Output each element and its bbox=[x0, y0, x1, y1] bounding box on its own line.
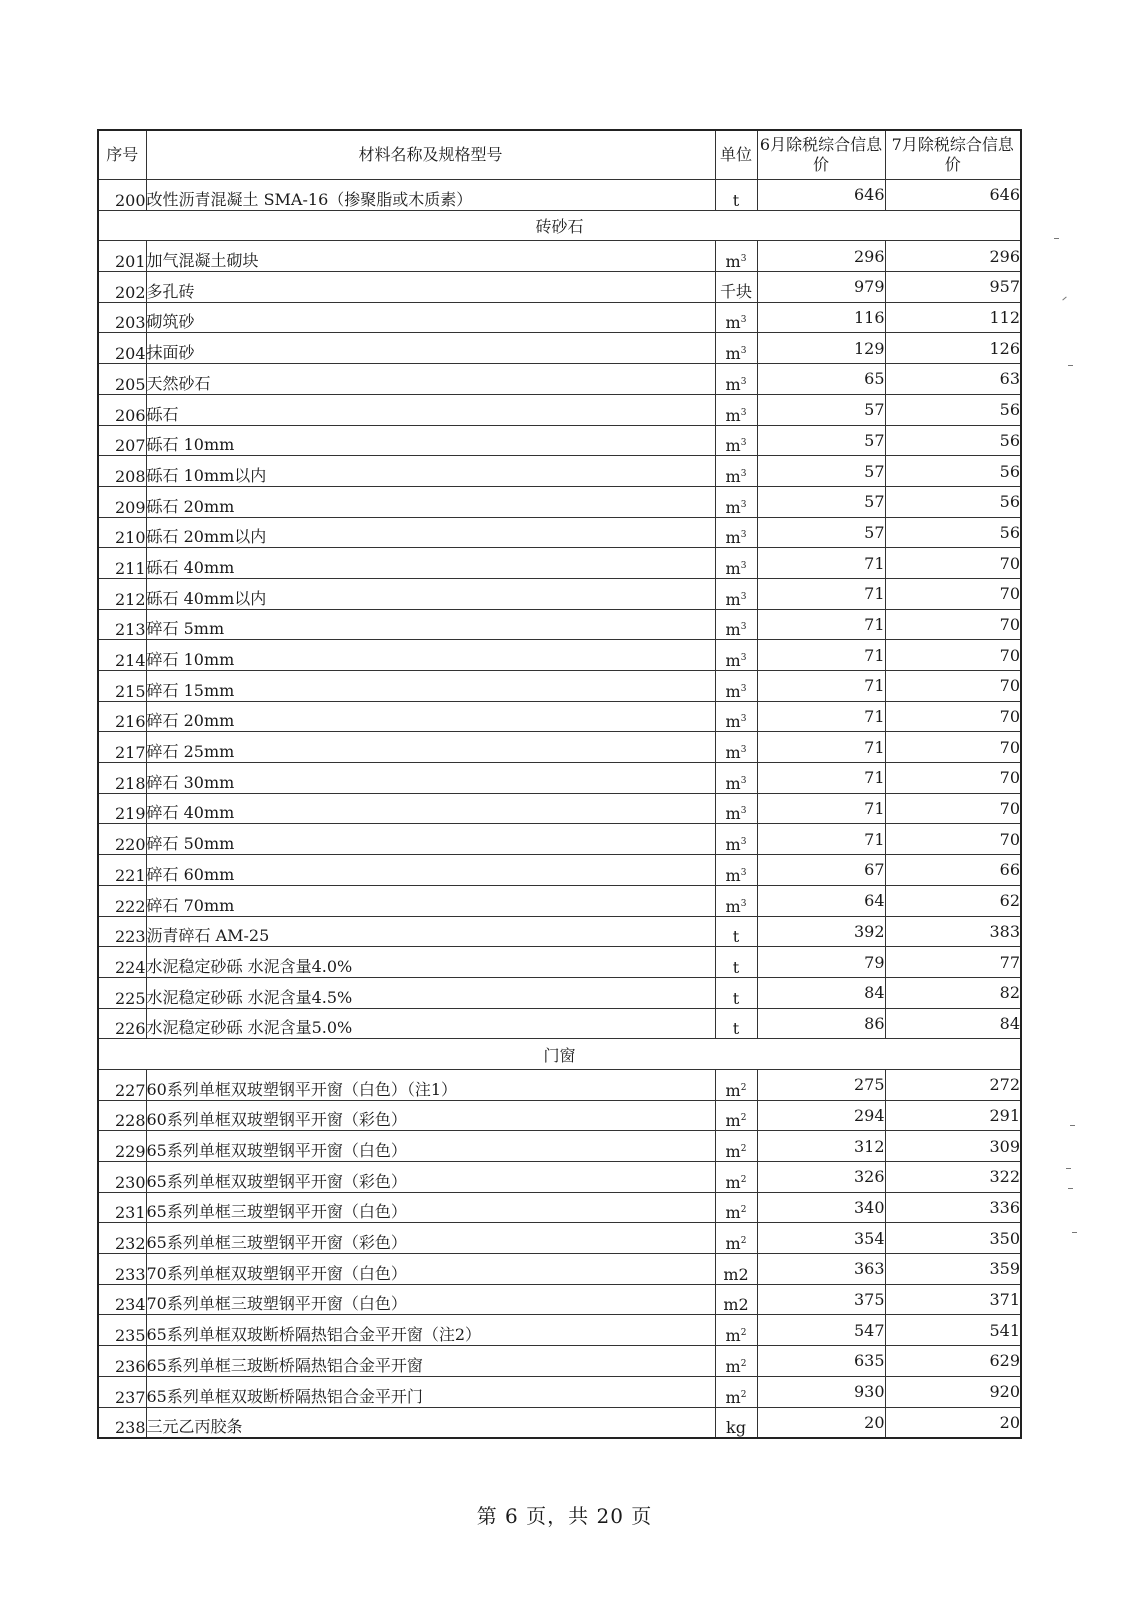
unit-exponent: 3 bbox=[740, 468, 747, 479]
scan-mark bbox=[1072, 1232, 1077, 1233]
june-price: 64 bbox=[757, 885, 885, 916]
july-price: 957 bbox=[885, 272, 1021, 303]
row-index: 228 bbox=[98, 1100, 146, 1131]
material-name: 沥青碎石 AM-25 bbox=[146, 916, 715, 947]
june-price: 57 bbox=[757, 517, 885, 548]
unit-cell: $m^3$ bbox=[715, 640, 757, 671]
table-row bbox=[98, 1100, 1021, 1131]
june-price: 71 bbox=[757, 763, 885, 794]
table-row bbox=[98, 1223, 1021, 1254]
row-index: 218 bbox=[98, 763, 146, 794]
table-row bbox=[98, 916, 1021, 947]
table-row bbox=[98, 732, 1021, 763]
material-name: 抹面砂 bbox=[146, 333, 715, 364]
material-name: 碎石 20mm bbox=[146, 701, 715, 732]
july-price: 112 bbox=[885, 302, 1021, 333]
july-price: 646 bbox=[885, 180, 1021, 211]
july-price: 56 bbox=[885, 456, 1021, 487]
unit-cell: $m^3$ bbox=[715, 885, 757, 916]
july-price: 629 bbox=[885, 1346, 1021, 1377]
unit-exponent: 2 bbox=[740, 1236, 747, 1247]
unit-cell: $m^3$ bbox=[715, 609, 757, 640]
july-price: 70 bbox=[885, 671, 1021, 702]
july-price: 383 bbox=[885, 916, 1021, 947]
table-row bbox=[98, 1192, 1021, 1223]
june-price: 71 bbox=[757, 732, 885, 763]
unit-exponent: 2 bbox=[740, 1113, 747, 1124]
table-row bbox=[98, 977, 1021, 1008]
row-index: 210 bbox=[98, 517, 146, 548]
july-price: 66 bbox=[885, 855, 1021, 886]
table-row bbox=[98, 701, 1021, 732]
scan-mark bbox=[1062, 297, 1066, 301]
material-name: 碎石 50mm bbox=[146, 824, 715, 855]
row-index: 208 bbox=[98, 456, 146, 487]
table-row bbox=[98, 855, 1021, 886]
june-price: 65 bbox=[757, 364, 885, 395]
table-row bbox=[98, 793, 1021, 824]
june-price: 129 bbox=[757, 333, 885, 364]
june-price: 312 bbox=[757, 1131, 885, 1162]
unit-exponent: 2 bbox=[740, 1144, 747, 1154]
july-price: 70 bbox=[885, 732, 1021, 763]
material-name: 砾石 40mm bbox=[146, 548, 715, 579]
july-price: 77 bbox=[885, 947, 1021, 978]
june-price: 340 bbox=[757, 1192, 885, 1223]
row-index: 229 bbox=[98, 1131, 146, 1162]
unit-exponent: 3 bbox=[740, 254, 747, 265]
unit-exponent: 3 bbox=[740, 315, 747, 326]
row-index: 207 bbox=[98, 425, 146, 456]
unit-exponent: 3 bbox=[740, 775, 747, 786]
july-price: 272 bbox=[885, 1069, 1021, 1100]
july-price: 56 bbox=[885, 425, 1021, 456]
material-name: 65系列单框三玻断桥隔热铝合金平开窗 bbox=[146, 1346, 715, 1377]
row-index: 211 bbox=[98, 548, 146, 579]
material-name: 碎石 15mm bbox=[146, 671, 715, 702]
unit-cell: m2 bbox=[715, 1254, 757, 1285]
table-row bbox=[98, 486, 1021, 517]
row-index: 235 bbox=[98, 1315, 146, 1346]
unit-cell: $m^2$ bbox=[715, 1346, 757, 1377]
material-name: 70系列单框三玻塑钢平开窗（白色） bbox=[146, 1284, 715, 1315]
june-price: 363 bbox=[757, 1254, 885, 1285]
page-number-footer: 第 6 页，共 20 页 bbox=[476, 1504, 653, 1528]
june-price: 71 bbox=[757, 671, 885, 702]
unit-exponent: 2 bbox=[740, 1328, 747, 1339]
row-index: 206 bbox=[98, 394, 146, 425]
material-name: 65系列单框三玻塑钢平开窗（白色） bbox=[146, 1192, 715, 1223]
unit-exponent: 3 bbox=[740, 438, 747, 449]
price-table bbox=[97, 129, 1022, 1439]
unit-cell: $m^2$ bbox=[715, 1223, 757, 1254]
unit-cell: kg bbox=[715, 1407, 757, 1438]
unit-cell: $m^3$ bbox=[715, 855, 757, 886]
unit-exponent: 2 bbox=[740, 1205, 747, 1216]
header-material-name: 材料名称及规格型号 bbox=[146, 130, 715, 180]
july-price: 56 bbox=[885, 394, 1021, 425]
row-index: 233 bbox=[98, 1254, 146, 1285]
june-price: 116 bbox=[757, 302, 885, 333]
june-price: 294 bbox=[757, 1100, 885, 1131]
unit-cell: m2 bbox=[715, 1284, 757, 1315]
june-price: 979 bbox=[757, 272, 885, 303]
unit-cell: $m^3$ bbox=[715, 793, 757, 824]
scan-mark bbox=[1054, 238, 1059, 239]
unit-exponent: 3 bbox=[740, 837, 747, 848]
july-price: 322 bbox=[885, 1162, 1021, 1193]
june-price: 67 bbox=[757, 855, 885, 886]
july-price: 56 bbox=[885, 517, 1021, 548]
material-name: 砾石 40mm以内 bbox=[146, 578, 715, 609]
july-price: 70 bbox=[885, 609, 1021, 640]
july-price: 63 bbox=[885, 364, 1021, 395]
july-price: 70 bbox=[885, 793, 1021, 824]
table-row bbox=[98, 333, 1021, 364]
july-price: 82 bbox=[885, 977, 1021, 1008]
table-body bbox=[98, 180, 1021, 1438]
row-index: 237 bbox=[98, 1376, 146, 1407]
material-name: 水泥稳定砂砾 水泥含量4.0% bbox=[146, 947, 715, 978]
unit-cell: $m^2$ bbox=[715, 1192, 757, 1223]
material-name: 碎石 70mm bbox=[146, 885, 715, 916]
table-row bbox=[98, 1284, 1021, 1315]
row-index: 226 bbox=[98, 1008, 146, 1039]
unit-cell: $m^3$ bbox=[715, 548, 757, 579]
june-price: 71 bbox=[757, 609, 885, 640]
table-row bbox=[98, 425, 1021, 456]
july-price: 70 bbox=[885, 548, 1021, 579]
july-price: 350 bbox=[885, 1223, 1021, 1254]
june-price: 71 bbox=[757, 578, 885, 609]
july-price: 336 bbox=[885, 1192, 1021, 1223]
material-name: 加气混凝土砌块 bbox=[146, 241, 715, 272]
unit-exponent: 2 bbox=[740, 1082, 747, 1093]
row-index: 202 bbox=[98, 272, 146, 303]
unit-exponent: 3 bbox=[740, 530, 747, 541]
row-index: 217 bbox=[98, 732, 146, 763]
material-name: 碎石 40mm bbox=[146, 793, 715, 824]
material-name: 砌筑砂 bbox=[146, 302, 715, 333]
table-row bbox=[98, 364, 1021, 395]
table-row bbox=[98, 241, 1021, 272]
row-index: 213 bbox=[98, 609, 146, 640]
june-price: 57 bbox=[757, 456, 885, 487]
july-price: 70 bbox=[885, 640, 1021, 671]
unit-exponent: 2 bbox=[740, 1358, 747, 1369]
material-name: 60系列单框双玻塑钢平开窗（白色）（注1） bbox=[146, 1069, 715, 1100]
material-name: 60系列单框双玻塑钢平开窗（彩色） bbox=[146, 1100, 715, 1131]
row-index: 214 bbox=[98, 640, 146, 671]
table-row bbox=[98, 885, 1021, 916]
table-row bbox=[98, 763, 1021, 794]
june-price: 646 bbox=[757, 180, 885, 211]
material-name: 碎石 10mm bbox=[146, 640, 715, 671]
row-index: 225 bbox=[98, 977, 146, 1008]
material-name: 65系列单框双玻断桥隔热铝合金平开窗（注2） bbox=[146, 1315, 715, 1346]
table-row bbox=[98, 1254, 1021, 1285]
unit-cell: $m^3$ bbox=[715, 763, 757, 794]
june-price: 930 bbox=[757, 1376, 885, 1407]
material-name: 改性沥青混凝土 SMA-16（掺聚脂或木质素） bbox=[146, 180, 715, 211]
row-index: 231 bbox=[98, 1192, 146, 1223]
unit-exponent: 3 bbox=[740, 653, 747, 663]
unit-cell: t bbox=[715, 947, 757, 978]
material-name: 70系列单框双玻塑钢平开窗（白色） bbox=[146, 1254, 715, 1285]
unit-cell: $m^3$ bbox=[715, 456, 757, 487]
table-header-row bbox=[98, 130, 1021, 180]
june-price: 547 bbox=[757, 1315, 885, 1346]
material-name: 三元乙丙胶条 bbox=[146, 1407, 715, 1438]
june-price: 635 bbox=[757, 1346, 885, 1377]
table-row bbox=[98, 1008, 1021, 1039]
june-price: 71 bbox=[757, 701, 885, 732]
material-name: 砾石 20mm bbox=[146, 486, 715, 517]
unit-exponent: 3 bbox=[740, 346, 747, 357]
unit-cell: $m^3$ bbox=[715, 394, 757, 425]
scan-mark bbox=[1068, 1188, 1073, 1189]
section-row bbox=[98, 1039, 1021, 1070]
row-index: 230 bbox=[98, 1162, 146, 1193]
row-index: 215 bbox=[98, 671, 146, 702]
june-price: 392 bbox=[757, 916, 885, 947]
unit-cell: $m^3$ bbox=[715, 364, 757, 395]
unit-cell: $m^3$ bbox=[715, 671, 757, 702]
july-price: 70 bbox=[885, 824, 1021, 855]
july-price: 291 bbox=[885, 1100, 1021, 1131]
header-index: 序号 bbox=[98, 130, 146, 180]
july-price: 296 bbox=[885, 241, 1021, 272]
table-row bbox=[98, 1346, 1021, 1377]
material-name: 砾石 10mm bbox=[146, 425, 715, 456]
table-row bbox=[98, 456, 1021, 487]
row-index: 200 bbox=[98, 180, 146, 211]
unit-cell: $m^3$ bbox=[715, 425, 757, 456]
row-index: 234 bbox=[98, 1284, 146, 1315]
unit-exponent: 3 bbox=[740, 898, 747, 909]
july-price: 70 bbox=[885, 701, 1021, 732]
july-price: 62 bbox=[885, 885, 1021, 916]
material-name: 65系列单框双玻断桥隔热铝合金平开门 bbox=[146, 1376, 715, 1407]
row-index: 238 bbox=[98, 1407, 146, 1438]
material-name: 碎石 30mm bbox=[146, 763, 715, 794]
row-index: 232 bbox=[98, 1223, 146, 1254]
section-row bbox=[98, 210, 1021, 241]
june-price: 57 bbox=[757, 394, 885, 425]
row-index: 220 bbox=[98, 824, 146, 855]
table-row bbox=[98, 578, 1021, 609]
material-name: 碎石 60mm bbox=[146, 855, 715, 886]
june-price: 275 bbox=[757, 1069, 885, 1100]
material-name: 多孔砖 bbox=[146, 272, 715, 303]
table-row bbox=[98, 947, 1021, 978]
unit-exponent: 3 bbox=[740, 683, 747, 694]
table-row bbox=[98, 302, 1021, 333]
unit-cell: $m^2$ bbox=[715, 1376, 757, 1407]
row-index: 209 bbox=[98, 486, 146, 517]
july-price: 70 bbox=[885, 578, 1021, 609]
section-title: 砖砂石 bbox=[98, 210, 1021, 241]
scan-mark bbox=[1068, 365, 1073, 366]
row-index: 212 bbox=[98, 578, 146, 609]
row-index: 222 bbox=[98, 885, 146, 916]
table-row bbox=[98, 1376, 1021, 1407]
june-price: 326 bbox=[757, 1162, 885, 1193]
unit-cell: $m^2$ bbox=[715, 1100, 757, 1131]
unit-exponent: 3 bbox=[740, 745, 747, 756]
unit-cell: 千块 bbox=[715, 272, 757, 303]
unit-exponent: 3 bbox=[740, 499, 747, 510]
june-price: 354 bbox=[757, 1223, 885, 1254]
june-price: 375 bbox=[757, 1284, 885, 1315]
july-price: 371 bbox=[885, 1284, 1021, 1315]
row-index: 236 bbox=[98, 1346, 146, 1377]
unit-exponent: 2 bbox=[740, 1389, 747, 1400]
july-price: 541 bbox=[885, 1315, 1021, 1346]
header-june-price: 6月除税综合信息价 bbox=[757, 130, 885, 180]
material-name: 砾石 10mm以内 bbox=[146, 456, 715, 487]
table-row bbox=[98, 548, 1021, 579]
unit-cell: $m^3$ bbox=[715, 302, 757, 333]
row-index: 219 bbox=[98, 793, 146, 824]
row-index: 204 bbox=[98, 333, 146, 364]
unit-cell: $m^3$ bbox=[715, 333, 757, 364]
unit-cell: t bbox=[715, 977, 757, 1008]
unit-cell: t bbox=[715, 916, 757, 947]
table-row bbox=[98, 609, 1021, 640]
table-row bbox=[98, 517, 1021, 548]
scan-mark bbox=[1070, 1125, 1075, 1126]
unit-cell: t bbox=[715, 180, 757, 211]
section-title: 门窗 bbox=[98, 1039, 1021, 1070]
header-july-price: 7月除税综合信息价 bbox=[885, 130, 1021, 180]
unit-cell: $m^3$ bbox=[715, 732, 757, 763]
header-unit: 单位 bbox=[715, 130, 757, 180]
july-price: 84 bbox=[885, 1008, 1021, 1039]
unit-exponent: 3 bbox=[740, 376, 747, 387]
unit-cell: $m^3$ bbox=[715, 578, 757, 609]
june-price: 84 bbox=[757, 977, 885, 1008]
material-name: 碎石 25mm bbox=[146, 732, 715, 763]
row-index: 216 bbox=[98, 701, 146, 732]
unit-exponent: 3 bbox=[740, 622, 747, 633]
row-index: 227 bbox=[98, 1069, 146, 1100]
material-name: 天然砂石 bbox=[146, 364, 715, 395]
table-row bbox=[98, 671, 1021, 702]
unit-exponent: 3 bbox=[740, 407, 747, 418]
unit-cell: $m^3$ bbox=[715, 701, 757, 732]
unit-exponent: 3 bbox=[740, 591, 747, 602]
unit-cell: $m^3$ bbox=[715, 517, 757, 548]
table-row bbox=[98, 272, 1021, 303]
material-name: 水泥稳定砂砾 水泥含量5.0% bbox=[146, 1008, 715, 1039]
june-price: 71 bbox=[757, 548, 885, 579]
june-price: 79 bbox=[757, 947, 885, 978]
row-index: 223 bbox=[98, 916, 146, 947]
unit-cell: t bbox=[715, 1008, 757, 1039]
june-price: 296 bbox=[757, 241, 885, 272]
july-price: 359 bbox=[885, 1254, 1021, 1285]
unit-cell: $m^2$ bbox=[715, 1069, 757, 1100]
july-price: 56 bbox=[885, 486, 1021, 517]
material-name: 砾石 20mm以内 bbox=[146, 517, 715, 548]
row-index: 221 bbox=[98, 855, 146, 886]
unit-exponent: 3 bbox=[740, 867, 747, 878]
unit-cell: $m^3$ bbox=[715, 824, 757, 855]
table-row bbox=[98, 1069, 1021, 1100]
unit-cell: $m^3$ bbox=[715, 486, 757, 517]
row-index: 203 bbox=[98, 302, 146, 333]
unit-exponent: 2 bbox=[740, 1174, 747, 1185]
june-price: 86 bbox=[757, 1008, 885, 1039]
july-price: 920 bbox=[885, 1376, 1021, 1407]
table-row bbox=[98, 180, 1021, 211]
material-name: 碎石 5mm bbox=[146, 609, 715, 640]
july-price: 126 bbox=[885, 333, 1021, 364]
june-price: 71 bbox=[757, 793, 885, 824]
row-index: 205 bbox=[98, 364, 146, 395]
table-row bbox=[98, 394, 1021, 425]
unit-cell: $m^3$ bbox=[715, 241, 757, 272]
june-price: 57 bbox=[757, 486, 885, 517]
material-name: 65系列单框双玻塑钢平开窗（白色） bbox=[146, 1131, 715, 1162]
unit-exponent: 3 bbox=[740, 806, 747, 817]
table-row bbox=[98, 1162, 1021, 1193]
unit-cell: $m^2$ bbox=[715, 1131, 757, 1162]
june-price: 20 bbox=[757, 1407, 885, 1438]
table-row bbox=[98, 824, 1021, 855]
unit-exponent: 3 bbox=[740, 714, 747, 725]
row-index: 224 bbox=[98, 947, 146, 978]
table-row bbox=[98, 1407, 1021, 1438]
scan-mark bbox=[1066, 1168, 1071, 1169]
material-name: 砾石 bbox=[146, 394, 715, 425]
june-price: 71 bbox=[757, 640, 885, 671]
material-name: 水泥稳定砂砾 水泥含量4.5% bbox=[146, 977, 715, 1008]
unit-cell: $m^2$ bbox=[715, 1315, 757, 1346]
unit-cell: $m^2$ bbox=[715, 1162, 757, 1193]
material-name: 65系列单框三玻塑钢平开窗（彩色） bbox=[146, 1223, 715, 1254]
june-price: 71 bbox=[757, 824, 885, 855]
table-row bbox=[98, 640, 1021, 671]
table-row bbox=[98, 1131, 1021, 1162]
unit-exponent: 3 bbox=[740, 560, 747, 571]
july-price: 20 bbox=[885, 1407, 1021, 1438]
july-price: 309 bbox=[885, 1131, 1021, 1162]
material-name: 65系列单框双玻塑钢平开窗（彩色） bbox=[146, 1162, 715, 1193]
june-price: 57 bbox=[757, 425, 885, 456]
table-row bbox=[98, 1315, 1021, 1346]
july-price: 70 bbox=[885, 763, 1021, 794]
row-index: 201 bbox=[98, 241, 146, 272]
